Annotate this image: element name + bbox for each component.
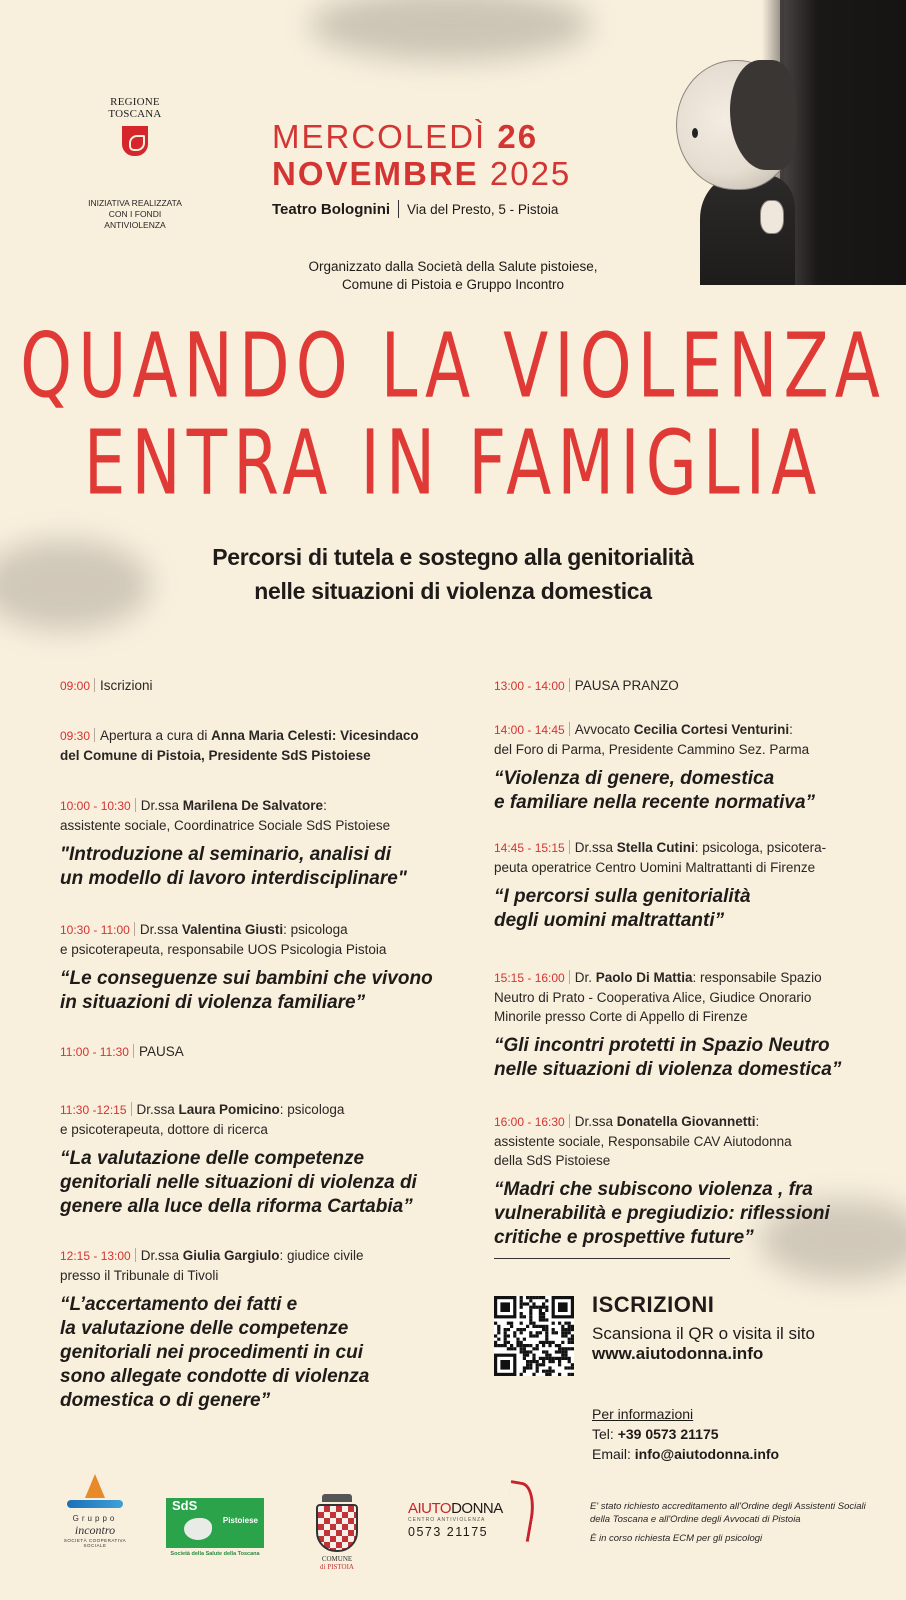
info-heading: Per informazioni [592,1406,694,1422]
talk-title [60,1147,470,1219]
event-month: NOVEMBRE [272,155,479,192]
speaker-title: Dr.ssa [139,922,182,937]
talk-line: “La valutazione delle competenze [60,1148,365,1169]
speaker-name: Giulia Gargiulo [182,1248,280,1263]
time-divider [569,722,570,736]
speaker-title: Dr.ssa [140,1248,183,1263]
speaker-title: Dr.ssa [574,840,617,855]
program-text: Iscrizioni [100,678,153,693]
event-venue [272,200,558,218]
speaker-role-cont: della SdS Pistoiese [494,1153,611,1168]
subtitle [0,540,906,608]
organizer-line1: Organizzato dalla Società della Salute pistoiese, [308,259,598,274]
aiutodonna-phone: 0573 21175 [408,1525,489,1539]
program-item [60,1246,470,1413]
cooperative-label: SOCIETÀ COOPERATIVA SOCIALE [63,1538,127,1548]
speaker-role-cont: Minorile presso Corte di Appello di Firenze [494,1009,748,1024]
talk-title [60,1293,470,1413]
talk-title [494,767,874,815]
speaker-role-start: : [755,1114,760,1129]
program-item [60,920,470,1015]
time-divider [133,1044,134,1058]
speaker-role: e psicoterapeuta, dottore di ricerca [60,1122,268,1137]
subtitle-line1: Percorsi di tutela e sostegno alla genitorialità [212,544,694,570]
sds-short: SdS [172,1498,198,1513]
program-item [60,1042,470,1062]
program-time: 14:45 - 15:15 [494,841,565,855]
speaker-role: assistente sociale, Coordinatrice Sociale SdS Pistoiese [60,818,391,833]
talk-line: un modello di lavoro interdisciplinare" [60,868,407,889]
bird-icon [184,1518,212,1540]
talk-line: la valutazione delle competenze [60,1318,349,1339]
program-item [494,676,874,696]
organizer-line2: Comune di Pistoia e Gruppo Incontro [341,277,565,292]
speaker-role-start: : psicologa, psicotera- [694,840,827,855]
comune-label: COMUNE [321,1555,353,1563]
talk-line: sono allegate condotte di violenza [60,1366,370,1387]
talk-line: “Madri che subiscono violenza , fra [494,1179,813,1200]
talk-line: nelle situazioni di violenza domestica” [494,1059,842,1080]
program-time: 10:30 - 11:00 [60,923,130,937]
region-name-line2: TOSCANA [108,108,162,120]
time-divider [569,840,570,854]
pegasus-crest-icon [122,126,148,156]
talk-line: “I percorsi sulla genitorialità [494,886,751,907]
talk-line: genere alla luce della riforma Cartabia” [60,1196,413,1217]
talk-title [494,1178,874,1250]
time-divider [569,1114,570,1128]
speaker-name: Valentina Giusti [181,922,284,937]
subtitle-line2: nelle situazioni di violenza domestica [254,578,652,604]
child-eye-illustration [692,128,698,138]
program-item [60,726,470,765]
program-item [494,968,874,1082]
qr-code[interactable] [494,1296,574,1376]
program-time: 09:30 [60,729,91,743]
venue-name: Teatro Bolognini [272,200,391,218]
venue-address: Via del Presto, 5 - Pistoia [407,201,559,217]
pistoia-label: di PISTOIA [320,1563,354,1571]
talk-line: degli uomini maltrattanti” [494,910,725,931]
talk-title [494,1034,874,1082]
program-time: 12:15 - 13:00 [60,1249,131,1263]
speaker-role-start: : psicologa [283,922,348,937]
talk-line: "Introduzione al seminario, analisi di [60,844,392,865]
program-time: 11:30 -12:15 [60,1103,127,1117]
headline-line2: ENTRA IN FAMIGLIA [83,411,823,516]
talk-line: in situazioni di violenza familiare” [60,992,366,1013]
email-label: Email: [592,1446,635,1462]
speaker-role: assistente sociale, Responsabile CAV Aiutodonna [494,1134,792,1149]
program-item [60,676,470,696]
time-divider [134,922,135,936]
sds-city: Pistoiese [222,1516,258,1525]
speaker-name: Donatella Giovannetti [616,1114,756,1129]
program-item [60,1100,470,1219]
program-time: 15:15 - 16:00 [494,971,565,985]
program-time: 11:00 - 11:30 [60,1045,129,1059]
registration-box [592,1292,815,1364]
talk-title [60,967,470,1015]
waves-icon [67,1500,123,1508]
program-time: 16:00 - 16:30 [494,1115,565,1129]
event-weekday: MERCOLEDÌ [272,118,487,155]
talk-line: “Violenza di genere, domestica [494,768,775,789]
gruppo-label: Gruppo [72,1514,118,1523]
region-note-line1: INIZIATIVA REALIZZATA [88,198,182,208]
tel-number[interactable]: +39 0573 21175 [617,1426,719,1442]
speaker-role: e psicoterapeuta, responsabile UOS Psicologia Pistoia [60,942,387,957]
checkered-shield-icon [316,1504,358,1552]
registration-instructions: Scansiona il QR o visita il sito [592,1324,815,1343]
program-time: 14:00 - 14:45 [494,723,565,737]
program-item [494,720,874,815]
talk-line: genitoriali nei procedimenti in cui [60,1342,363,1363]
speaker-role-start: : giudice civile [279,1248,364,1263]
program-item [494,1112,874,1250]
talk-line: domestica o di genere” [60,1390,271,1411]
headline-line1: QUANDO LA VIOLENZA [20,313,886,418]
talk-line: “L’accertamento dei fatti e [60,1294,298,1315]
speaker-role-start: : responsabile Spazio [692,970,822,985]
incontro-label: incontro [74,1523,116,1537]
talk-line: “Gli incontri protetti in Spazio Neutro [494,1035,830,1056]
talk-line: “Le conseguenze sui bambini che vivono [60,968,433,989]
speaker-role-start: : psicologa [279,1102,345,1117]
tel-label: Tel: [592,1426,618,1442]
sailboat-icon [85,1474,105,1498]
dark-doorway-illustration [780,0,906,285]
speaker-name: Paolo Di Mattia [595,970,693,985]
regione-toscana-logo [80,96,190,231]
speaker-role-start: : [323,798,327,813]
region-note-line2: CON I FONDI [108,209,162,219]
region-name-line1: REGIONE [110,96,160,108]
time-divider [131,1102,132,1116]
time-divider [569,678,570,692]
speaker-title: Dr. [574,970,596,985]
qr-code-icon [494,1296,574,1376]
speaker-name: Stella Cutini [616,840,695,855]
speaker-role-start: : [789,722,793,737]
event-year: 2025 [489,155,572,192]
email-address[interactable]: info@aiutodonna.info [634,1446,780,1462]
program-time: 13:00 - 14:00 [494,679,565,693]
crown-icon [322,1494,352,1502]
speaker-title: Avvocato [574,722,634,737]
sds-badge [166,1498,264,1548]
speaker-role: presso il Tribunale di Tivoli [60,1268,219,1283]
contact-info [592,1404,779,1464]
program-item [494,838,874,933]
speaker-name: Anna Maria Celesti: Vicesindaco [211,728,419,743]
region-note-line3: ANTIVIOLENZA [104,220,166,230]
accreditation-line2: È in corso richiesta ECM per gli psicologi [590,1533,763,1544]
talk-title [494,885,874,933]
heart-figure-icon [501,1480,539,1542]
time-divider [569,970,570,984]
speaker-role: del Foro di Parma, Presidente Cammino Sez. Parma [494,742,810,757]
speaker-title: Dr.ssa [574,1114,617,1129]
section-divider [494,1258,730,1259]
speaker-role: Neutro di Prato - Cooperativa Alice, Giudice Onorario [494,990,812,1005]
speaker-name: Cecilia Cortesi Venturini [633,722,790,737]
aiutodonna-tagline: CENTRO ANTIVIOLENZA [408,1517,486,1523]
talk-line: vulnerabilità e pregiudizio: riflessioni [494,1203,830,1224]
time-divider [94,728,95,742]
smudge-top [310,0,590,60]
program-time: 10:00 - 10:30 [60,799,131,813]
comune-pistoia-logo [308,1494,366,1571]
event-date [272,118,571,192]
time-divider [94,678,95,692]
program-item [60,796,470,891]
sds-pistoiese-logo [166,1498,264,1557]
venue-divider [398,200,399,218]
speaker-title: Dr.ssa [140,798,183,813]
registration-title: ISCRIZIONI [592,1292,715,1317]
speaker-role: peuta operatrice Centro Uomini Maltrattanti di Firenze [494,860,816,875]
speaker-name: Marilena De Salvatore [182,798,324,813]
program-text: PAUSA PRANZO [574,678,679,693]
aiutodonna-logo [408,1500,503,1539]
accreditation-note [590,1500,880,1545]
talk-title [60,843,470,891]
gruppo-incontro-logo [60,1474,130,1548]
region-note [80,198,190,231]
event-day: 26 [497,118,539,155]
aiuto-label: AIUTO [408,1500,452,1517]
program-text: PAUSA [138,1044,184,1059]
sds-caption: Società della Salute della Toscana [170,1551,260,1557]
child-hand-illustration [760,200,784,234]
donna-label: DONNA [451,1500,503,1517]
program-time: 09:00 [60,679,91,693]
time-divider [135,798,136,812]
speaker-role: del Comune di Pistoia, Presidente SdS Pistoiese [60,748,371,763]
talk-line: genitoriali nelle situazioni di violenza di [60,1172,417,1193]
headline [0,313,906,516]
talk-line: e familiare nella recente normativa” [494,792,816,813]
talk-line: critiche e prospettive future” [494,1227,754,1248]
registration-site-link[interactable]: www.aiutodonna.info [592,1344,764,1363]
accreditation-line1: E' stato richiesto accreditamento all'Ordine degli Assistenti Sociali della Toscana e all'Ordine degli Avvocati di Pistoia [590,1501,866,1525]
speaker-title: Dr.ssa [136,1102,179,1117]
speaker-name: Laura Pomicino [178,1102,280,1117]
time-divider [135,1248,136,1262]
program-text: Apertura a cura di [100,728,212,743]
